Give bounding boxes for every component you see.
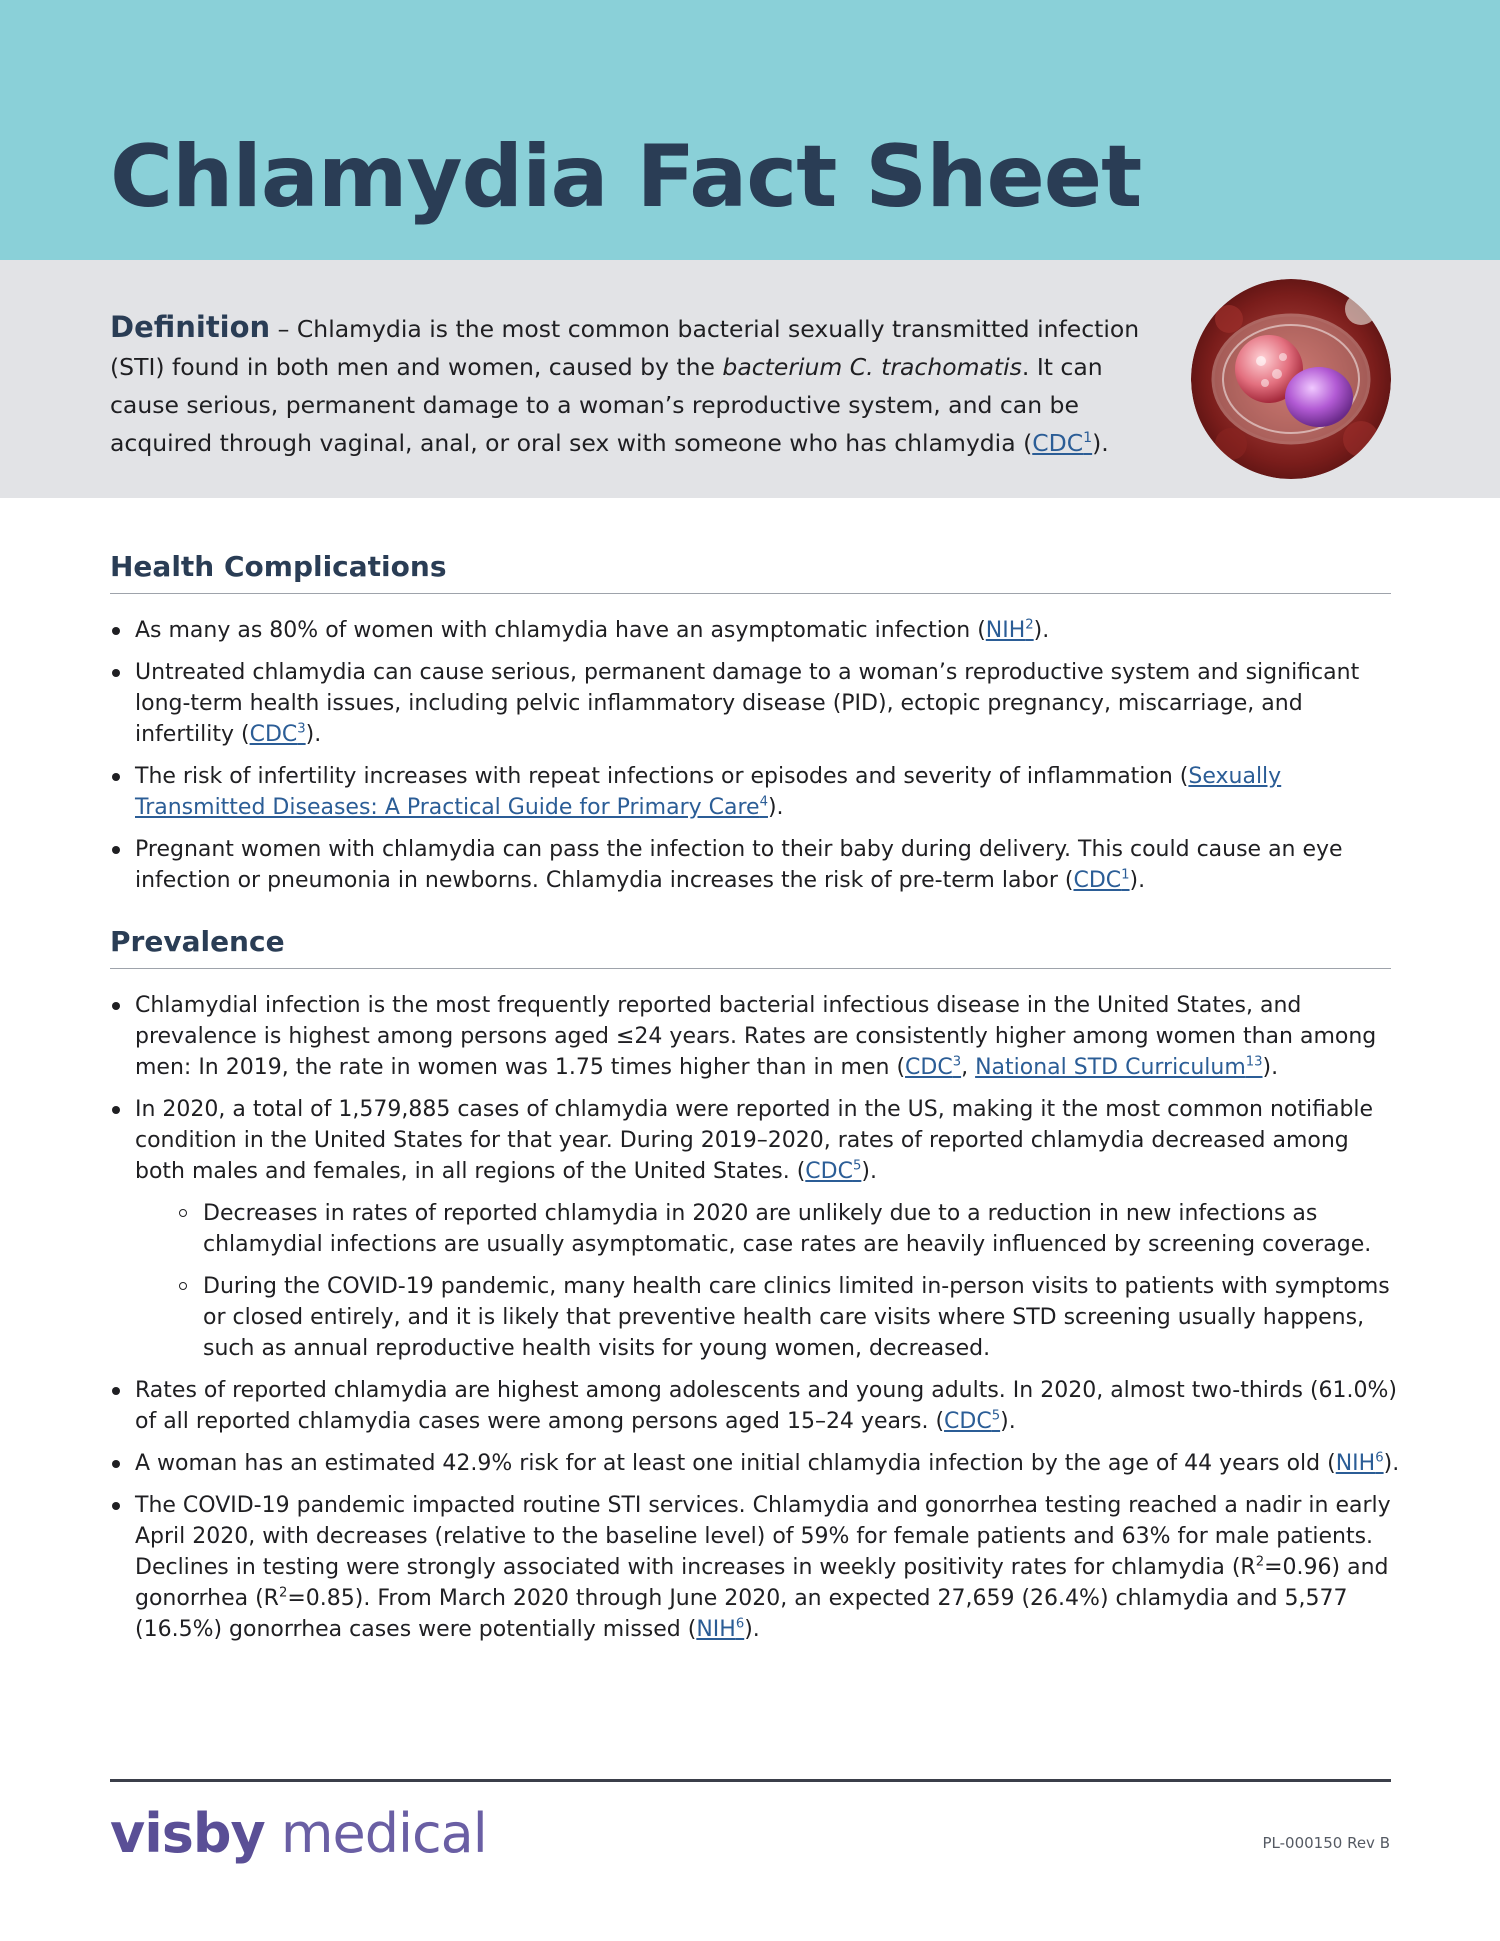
link-label: NIH	[1335, 1451, 1376, 1476]
item-text-end: ).	[1000, 1409, 1016, 1434]
item-text: In 2020, a total of 1,579,885 cases of chlamydia were reported in the US, making it the most common notifiable condition in the United States for that year. During 2019–2020, rates of reported chlamydia decreased among both males and females, in all regions of the United States. (	[135, 1097, 1374, 1184]
ref-number: 3	[952, 1054, 962, 1070]
cdc-link[interactable]	[944, 1409, 1000, 1434]
link-label: NIH	[985, 618, 1026, 643]
ref-number: 4	[759, 794, 768, 810]
section-divider	[110, 968, 1391, 969]
item-text-end: ).	[1129, 868, 1146, 893]
list-item	[110, 834, 1400, 896]
item-text-end: ).	[744, 1617, 760, 1642]
ref-separator: ,	[961, 1055, 976, 1080]
cdc-link[interactable]	[250, 722, 306, 747]
item-text: Untreated chlamydia can cause serious, permanent damage to a woman’s reproductive system and significant long-term health issues, including pelvic inflammatory disease (PID), ectopic pregnancy, miscarriage, and infertility (	[135, 660, 1360, 747]
ref-number: 6	[735, 1616, 745, 1632]
page-title: Chlamydia Fact Sheet	[110, 127, 1142, 227]
list-item	[110, 1490, 1400, 1645]
item-text: =0.85). From March 2020 through June 2020, an expected 27,659 (26.4%) chlamydia and 5,577 (16.5%) gonorrhea cases were potentially missed (	[135, 1586, 1348, 1642]
sub-list-item: Decreases in rates of reported chlamydia in 2020 are unlikely due to a reduction in new infections as chlamydial infections are usually asymptomatic, case rates are heavily influenced by screening coverage.	[203, 1198, 1400, 1260]
link-label: CDC	[944, 1409, 992, 1434]
link-label: CDC	[249, 722, 298, 747]
item-text-end: ).	[1033, 618, 1050, 643]
link-label: CDC	[1073, 868, 1122, 893]
superscript: 2	[1255, 1554, 1265, 1570]
link-label: CDC	[1032, 429, 1084, 457]
footer-divider	[110, 1779, 1391, 1782]
ref-number: 2	[1025, 617, 1034, 633]
cdc-link[interactable]	[805, 1159, 861, 1184]
list-item	[110, 990, 1400, 1083]
nih-link[interactable]	[1336, 1451, 1384, 1476]
cdc-link[interactable]	[1073, 868, 1129, 893]
list-item	[110, 615, 1400, 646]
bacteria-cell-icon	[1191, 279, 1391, 479]
item-text-end: ).	[1383, 1451, 1400, 1476]
list-item	[110, 1448, 1400, 1479]
ref-number: 1	[1121, 867, 1130, 883]
definition-species: bacterium C. trachomatis	[722, 353, 1022, 381]
brand-name-bold: visby	[110, 1802, 265, 1865]
list-item	[110, 1094, 1400, 1364]
item-text: Rates of reported chlamydia are highest among adolescents and young adults. In 2020, almost two-thirds (61.0%) of all reported chlamydia cases were among persons aged 15–24 years. (	[135, 1378, 1398, 1434]
sub-list-item: During the COVID-19 pandemic, many health care clinics limited in-person visits to patients with symptoms or closed entirely, and it is likely that preventive health care visits where STD screening usually happens, such as annual reproductive health visits for young women, decreased.	[203, 1271, 1400, 1364]
ref-number: 1	[1083, 430, 1093, 447]
definition-paragraph	[110, 308, 1170, 462]
ref-number: 5	[852, 1158, 862, 1174]
link-label: NIH	[696, 1617, 736, 1642]
health-complications-list	[110, 615, 1400, 907]
cdc-link[interactable]	[905, 1055, 961, 1080]
item-text: Pregnant women with chlamydia can pass the infection to their baby during delivery. This could cause an eye infection or pneumonia in newborns. Chlamydia increases the risk of pre-term labor (	[135, 837, 1343, 893]
item-text: As many as 80% of women with chlamydia have an asymptomatic infection (	[135, 618, 986, 643]
list-item	[110, 657, 1400, 750]
national-std-curriculum-link[interactable]	[975, 1055, 1262, 1080]
item-text-end: ).	[305, 722, 322, 747]
list-item	[110, 1375, 1400, 1437]
ref-number: 3	[297, 721, 306, 737]
ref-number: 13	[1245, 1054, 1263, 1070]
list-item	[110, 761, 1400, 823]
item-text: Chlamydial infection is the most frequently reported bacterial infectious disease in the United States, and prevalence is highest among persons aged ≤24 years. Rates are consistently higher among women than among men: In 2019, the rate in women was 1.75 times higher than in men (	[135, 993, 1377, 1080]
link-label: National STD Curriculum	[975, 1055, 1246, 1080]
definition-text-end: ).	[1092, 429, 1109, 457]
prevalence-list	[110, 990, 1400, 1656]
prevalence-heading: Prevalence	[110, 925, 285, 958]
sub-list	[135, 1198, 1400, 1364]
superscript: 2	[278, 1585, 288, 1601]
item-text-end: ).	[767, 795, 784, 820]
link-label: CDC	[905, 1055, 953, 1080]
item-text-end: ).	[1262, 1055, 1279, 1080]
ref-number: 6	[1375, 1450, 1384, 1466]
health-complications-heading: Health Complications	[110, 550, 447, 583]
item-text: =0.96) and gonorrhea (R	[135, 1555, 1389, 1611]
item-text-end: ).	[861, 1159, 877, 1184]
visby-medical-logo	[110, 1804, 487, 1863]
item-text: A woman has an estimated 42.9% risk for at least one initial chlamydia infection by the age of 44 years old (	[135, 1451, 1336, 1476]
link-label: CDC	[805, 1159, 853, 1184]
link-label: Sexually Transmitted Diseases: A Practical Guide for Primary Care	[135, 764, 1282, 820]
brand-name-light: medical	[264, 1802, 487, 1865]
definition-label: Definition	[110, 310, 271, 344]
definition-text-1: – Chlamydia is the most common bacterial sexually transmitted infection (STI) found in both men and women, caused by the	[110, 315, 1140, 381]
section-divider	[110, 593, 1391, 594]
nih-link[interactable]	[696, 1617, 744, 1642]
nih-link[interactable]	[986, 618, 1034, 643]
item-text: The COVID-19 pandemic impacted routine STI services. Chlamydia and gonorrhea testing reached a nadir in early April 2020, with decreases (relative to the baseline level) of 59% for female patients and 63% for male patients. Declines in testing were strongly associated with increases in weekly positivity rates for chlamydia (R	[135, 1493, 1391, 1580]
document-code: PL-000150 Rev B	[1262, 1834, 1390, 1852]
item-text: The risk of infertility increases with repeat infections or episodes and severity of inflammation (	[135, 764, 1189, 789]
ref-number: 5	[991, 1408, 1001, 1424]
definition-text-2: . It can cause serious, permanent damage to a woman’s reproductive system, and can be acquired through vaginal, anal, or oral sex with someone who has chlamydia (	[110, 353, 1103, 457]
definition-cdc-link[interactable]	[1032, 429, 1092, 457]
